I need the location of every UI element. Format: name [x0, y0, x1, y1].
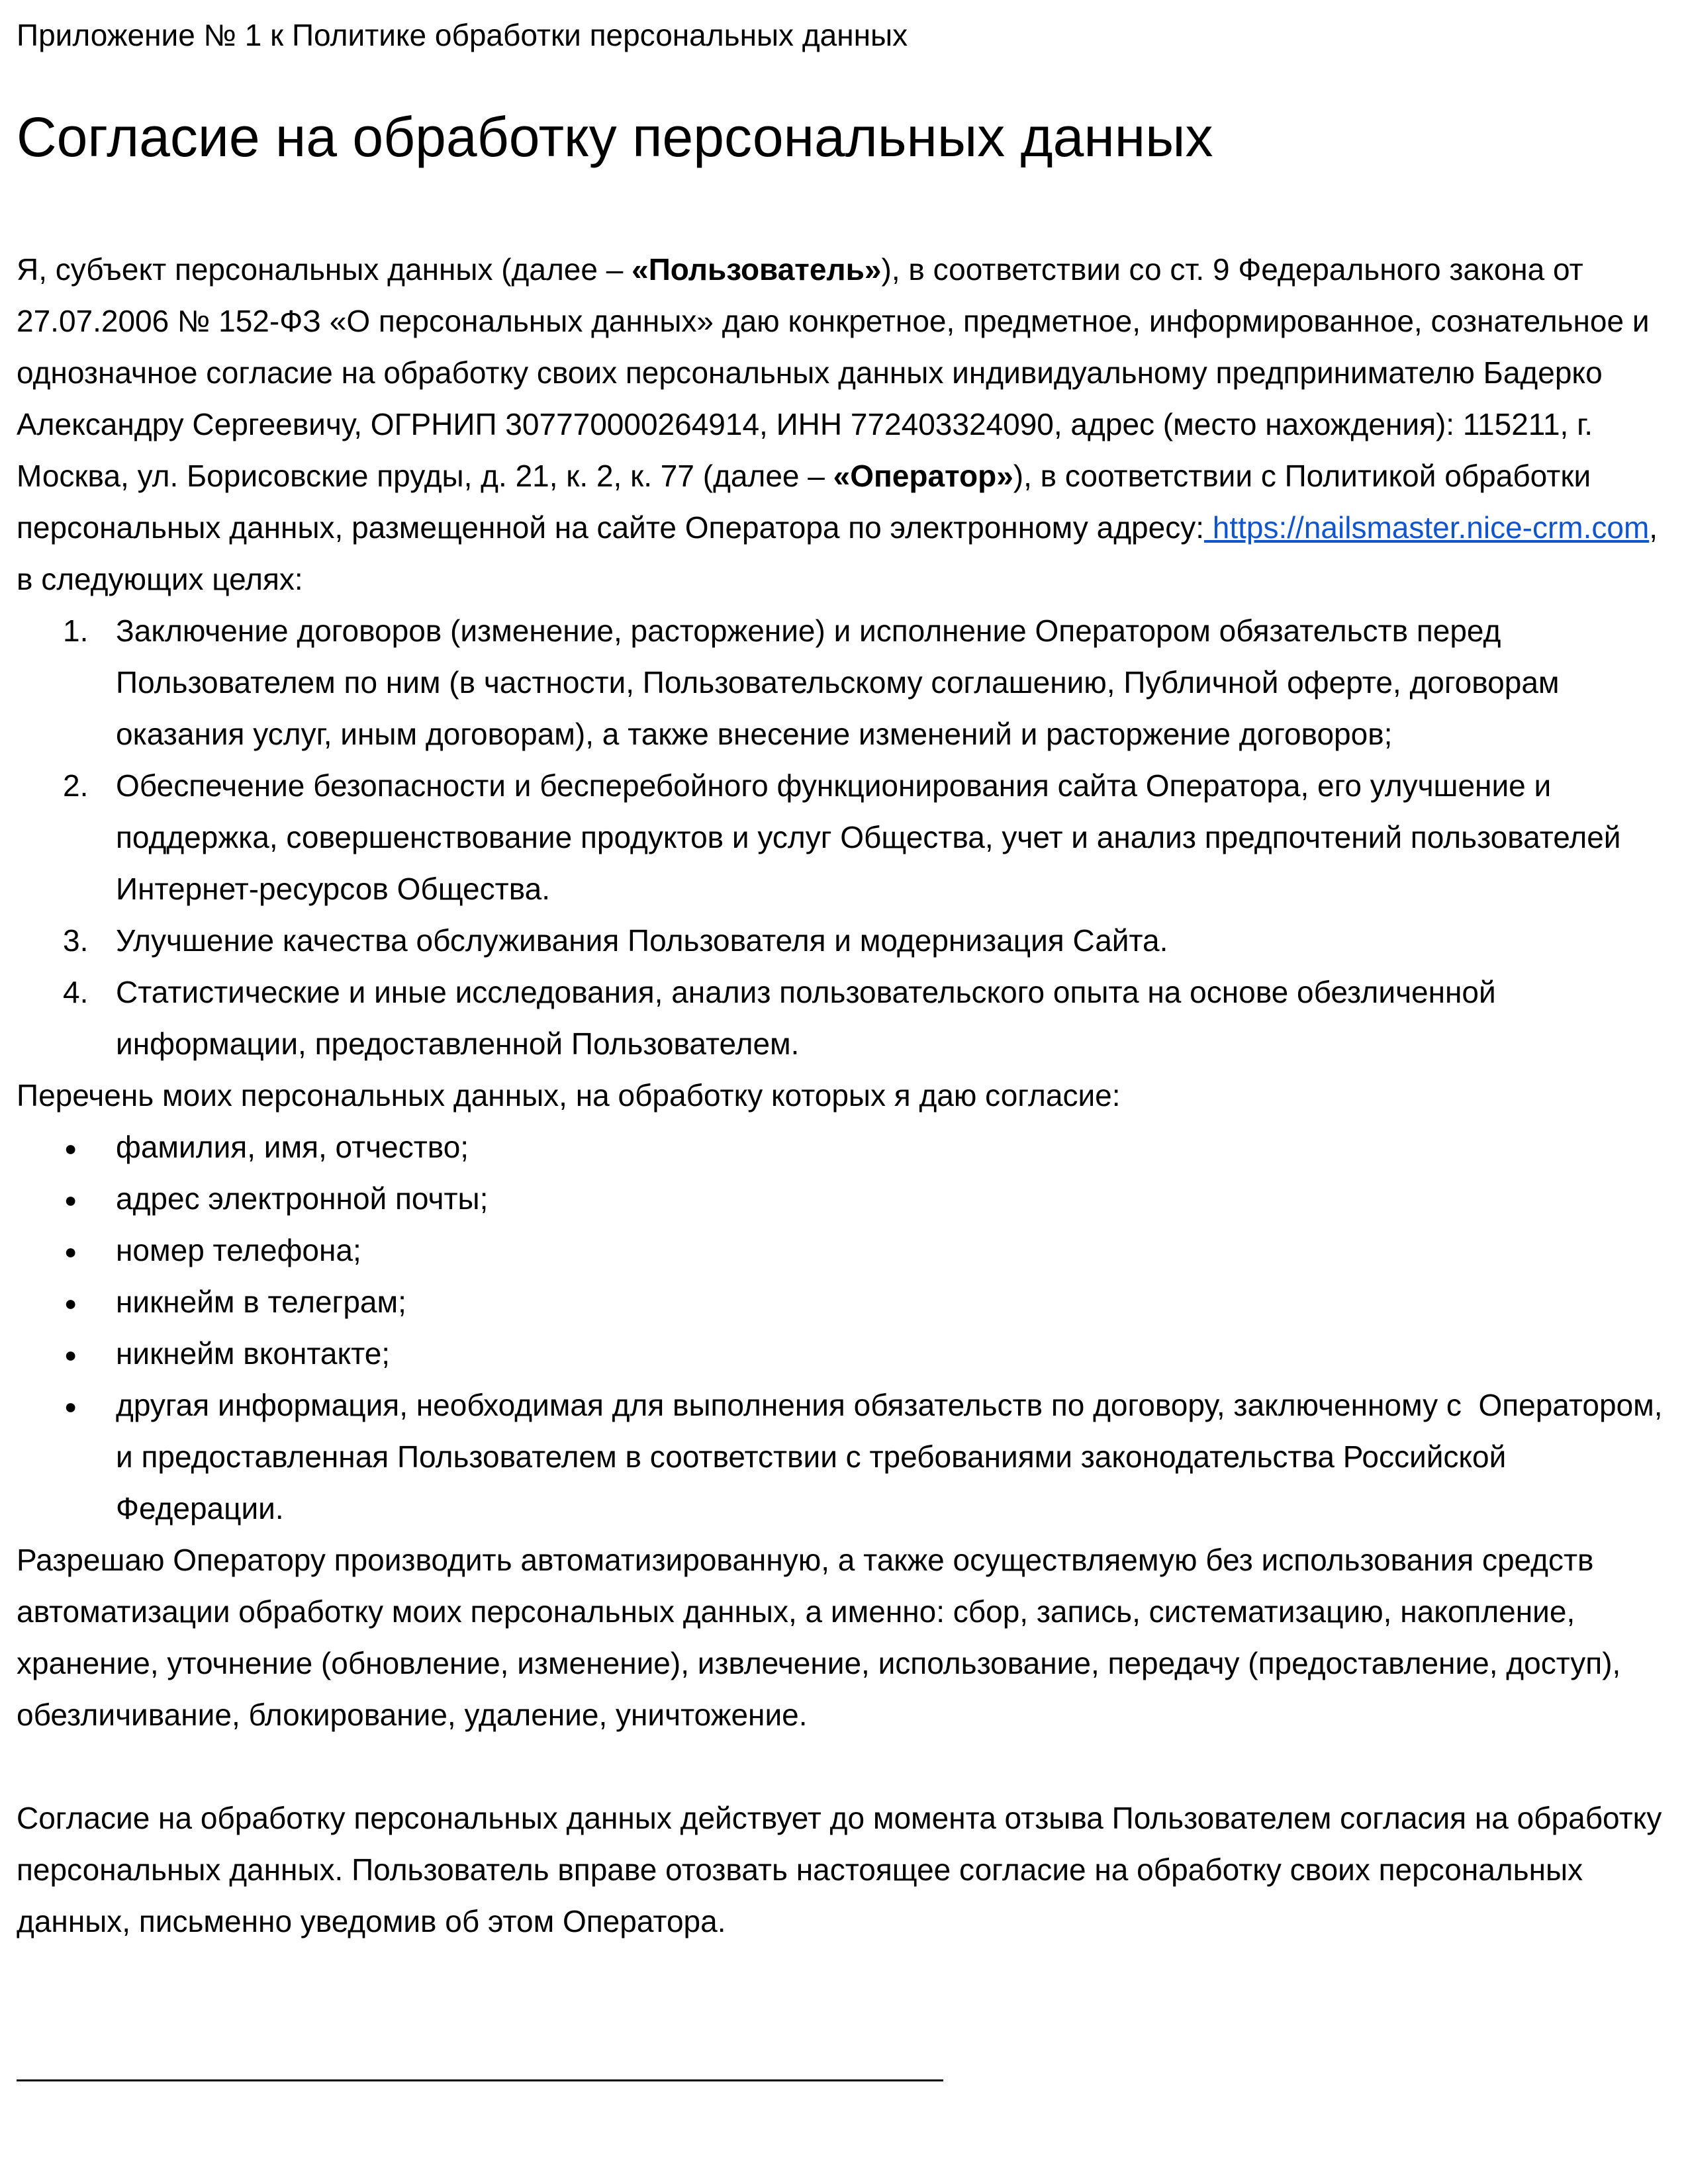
signature-line: [17, 2079, 943, 2081]
purpose-item-3: Улучшение качества обслуживания Пользователя и модернизация Сайта.: [116, 923, 1168, 958]
purpose-item-4: Статистические и иные исследования, анализ пользовательского опыта на основе обезличенной информации, предоставленной Пользователем.: [116, 975, 1496, 1061]
personal-data-item-1: ● фамилия, имя, отчество;: [17, 1121, 1671, 1173]
privacy-policy-link[interactable]: https://nailsmaster.nice-crm.com: [1203, 510, 1650, 545]
appendix-note: Приложение № 1 к Политике обработки персональных данных: [17, 18, 908, 52]
purpose-item-2: Обеспечение безопасности и бесперебойного функционирования сайта Оператора, его улучшение и поддержка, совершенствование продуктов и услуг Общества, учет и анализ предпочтений пользователей Интернет-ресурсов Общества.: [116, 768, 1621, 906]
personal-data-list: [17, 1121, 1671, 1534]
personal-data-intro: Перечень моих персональных данных, на обработку которых я даю согласие:: [17, 1078, 1121, 1113]
personal-data-item-3: ● номер телефона;: [17, 1224, 1671, 1276]
intro-text-4: , в следующих целях:: [17, 510, 1658, 596]
page-title: Согласие на обработку персональных данных: [17, 106, 1213, 168]
purposes-list: [17, 605, 1671, 1069]
intro-text-3: ), в соответствии с Политикой обработки персональных данных, размещенной на сайте Оператора по электронному адресу:: [17, 459, 1591, 545]
intro-text-2: ), в соответствии со ст. 9 Федерального закона от 27.07.2006 № 152-ФЗ «О персональных данных» даю конкретное, предметное, информированное, сознательное и однозначное согласие на обработку своих персональных данных индивидуальному предпринимателю Бадерко Александру Сергеевичу, ОГРНИП 307770000264914, ИНН 772403324090, адрес (место нахождения): 115211, г. Москва, ул. Борисовские пруды, д. 21, к. 2, к. 77 (далее –: [17, 252, 1650, 493]
purpose-item-1: Заключение договоров (изменение, расторжение) и исполнение Оператором обязательств перед Пользователем по ним (в частности, Пользовательскому соглашению, Публичной оферте, договорам оказания услуг, иным договорам), а также внесение изменений и расторжение договоров;: [116, 614, 1560, 751]
intro-text-1: Я, субъект персональных данных (далее –: [17, 252, 632, 287]
term-user: «Пользователь»: [632, 252, 882, 287]
withdrawal-paragraph: Согласие на обработку персональных данных действует до момента отзыва Пользователем согласия на обработку персональных данных. Пользователь вправе отозвать настоящее согласие на обработку своих персональных данных, письменно уведомив об этом Оператора.: [17, 1801, 1662, 1938]
personal-data-item-2: ● адрес электронной почты;: [17, 1173, 1671, 1224]
personal-data-item-6: ● другая информация, необходимая для выполнения обязательств по договору, заключенному с Оператором, и предоставленная Пользователем в соответствии с требованиями законодательства Российской Федерации.: [17, 1379, 1671, 1534]
personal-data-item-5: ● никнейм вконтакте;: [17, 1328, 1671, 1379]
intro-paragraph: [17, 244, 1671, 605]
personal-data-item-4: ● никнейм в телеграм;: [17, 1276, 1671, 1328]
term-operator: «Оператор»: [833, 459, 1013, 493]
processing-paragraph: Разрешаю Оператору производить автоматизированную, а также осуществляемую без использования средств автоматизации обработку моих персональных данных, а именно: сбор, запись, систематизацию, накопление, хранение, уточнение (обновление, изменение), извлечение, использование, передачу (предоставление, доступ), обезличивание, блокирование, удаление, уничтожение.: [17, 1543, 1621, 1732]
